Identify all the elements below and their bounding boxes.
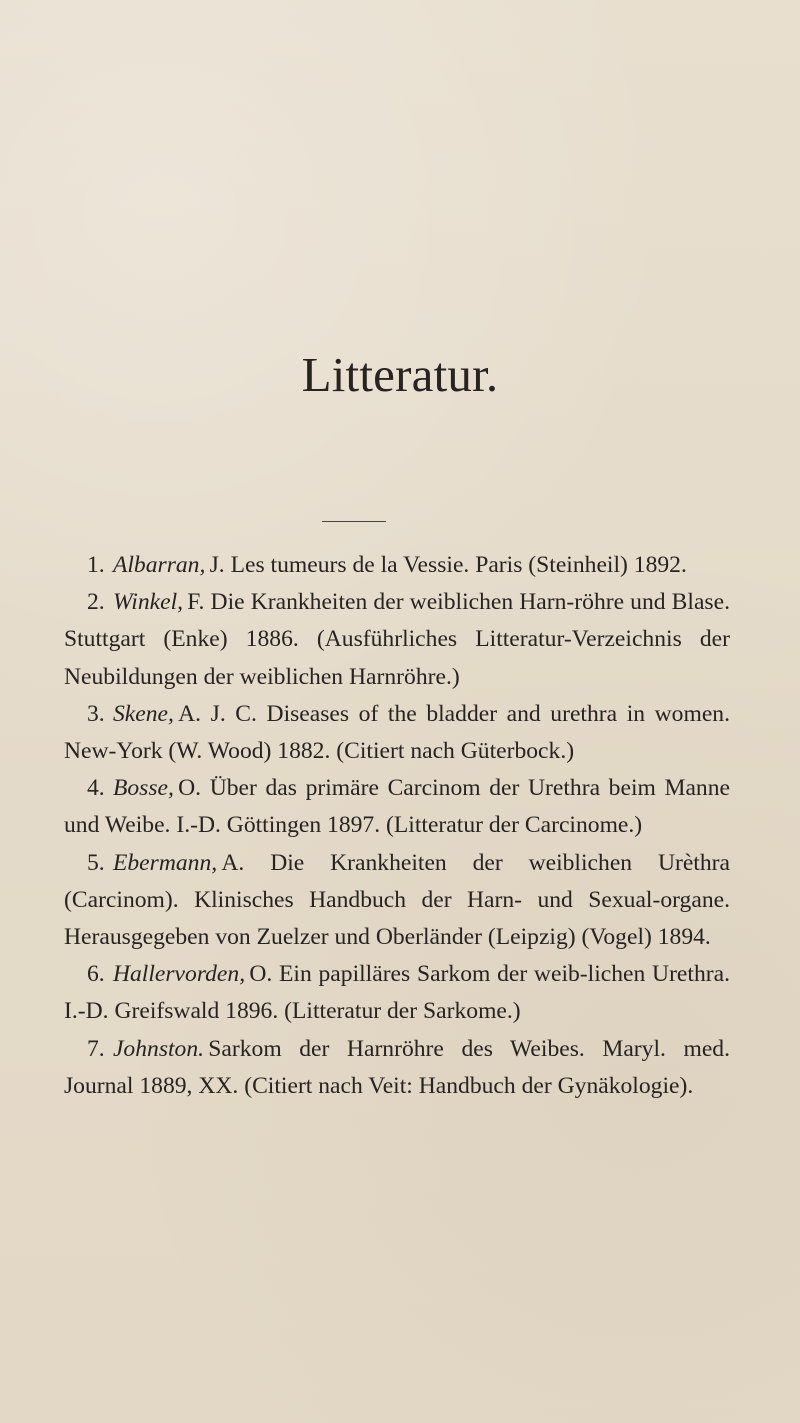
entry-number: 3.	[87, 700, 105, 727]
entry-author: Johnston.	[112, 1035, 205, 1062]
entry-author: Ebermann,	[112, 849, 218, 876]
bibliography-entry-1	[64, 547, 730, 584]
entry-text: A. J. C. Diseases of the bladder and urethra in women. New-York (W. Wood) 1882. (Citiert nach Güterbock.)	[64, 700, 730, 765]
entry-text: F. Die Krankheiten der weiblichen Harn-röhre und Blase. Stuttgart (Enke) 1886. (Ausführliches Litteratur-Verzeichnis der Neubildungen der weiblichen Harnröhre.)	[64, 589, 730, 690]
entry-number: 6.	[87, 961, 105, 988]
entry-number: 1.	[87, 552, 105, 578]
entry-author: Winkel,	[112, 589, 184, 616]
bibliography-entry-3	[64, 696, 730, 770]
entry-text: Sarkom der Harnröhre des Weibes. Maryl. med. Journal 1889, XX. (Citiert nach Veit: Handbuch der Gynäkologie).	[64, 1035, 730, 1099]
entry-author: Bosse,	[112, 775, 174, 802]
entry-number: 7.	[87, 1035, 105, 1062]
title-divider	[322, 521, 386, 522]
bibliography-list	[64, 547, 730, 1105]
entry-author: Hallervorden,	[112, 961, 246, 988]
entry-text: J. Les tumeurs de la Vessie. Paris (Steinheil) 1892.	[209, 552, 687, 578]
entry-author: Skene,	[112, 700, 174, 727]
bibliography-entry-6	[64, 956, 730, 1030]
entry-text: A. Die Krankheiten der weiblichen Urèthra (Carcinom). Klinisches Handbuch der Harn- und Sexual-organe. Herausgegeben von Zuelzer und Oberländer (Leipzig) (Vogel) 1894.	[64, 849, 730, 951]
bibliography-entry-7	[64, 1031, 730, 1105]
entry-text: O. Ein papilläres Sarkom der weib-lichen Urethra. I.-D. Greifswald 1896. (Litteratur der Sarkome.)	[64, 961, 730, 1025]
bibliography-entry-5	[64, 845, 730, 957]
entry-text: O. Über das primäre Carcinom der Urethra beim Manne und Weibe. I.-D. Göttingen 1897. (Litteratur der Carcinome.)	[64, 775, 730, 839]
bibliography-entry-4	[64, 770, 730, 844]
entry-number: 5.	[87, 849, 105, 876]
bibliography-entry-2	[64, 584, 730, 696]
entry-author: Albarran,	[112, 552, 206, 578]
entry-number: 2.	[87, 589, 105, 616]
entry-number: 4.	[87, 775, 105, 802]
page-title: Litteratur.	[301, 347, 499, 402]
